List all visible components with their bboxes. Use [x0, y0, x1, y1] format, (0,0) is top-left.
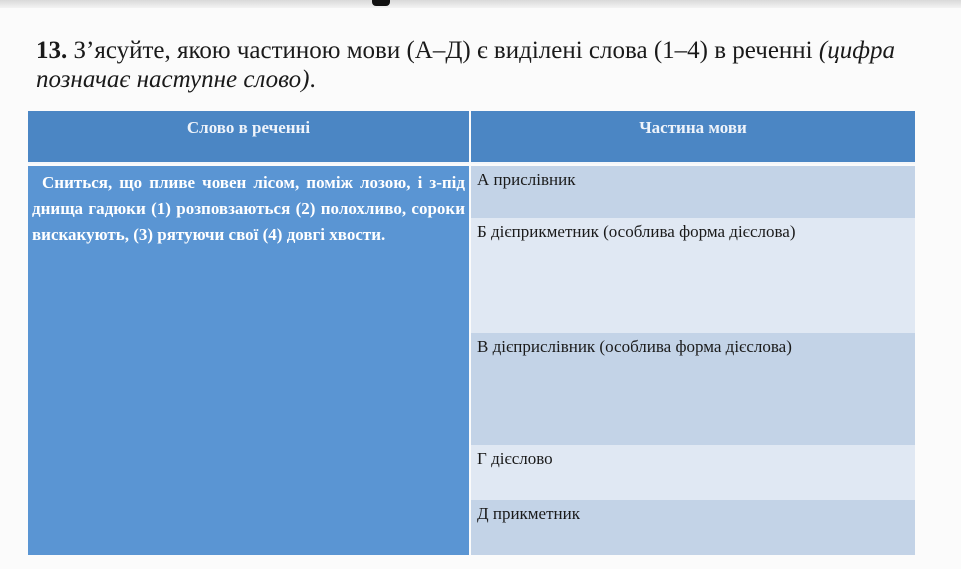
- question-body: З’ясуйте, якою частиною мови (А–Д) є виділені слова (1–4) в реченні: [67, 37, 819, 64]
- question-end: .: [309, 66, 316, 93]
- header-part-of-speech: Частина мови: [471, 111, 915, 164]
- option-b: Б дієприкметник (особлива форма дієслова): [471, 218, 915, 333]
- sentence-cell: Сниться, що пливе човен лісом, поміж лозою, і з-під днища гадюки (1) розповзаються (2) полохливо, сороки вискакують, (3) рятуючи свої (4) довгі хвости.: [28, 166, 469, 555]
- slide-top-mark: [372, 0, 390, 6]
- question-text: [36, 36, 916, 94]
- header-word-in-sentence: Слово в реченні: [28, 111, 469, 164]
- question-number: 13.: [36, 37, 68, 64]
- matching-table: [28, 111, 915, 555]
- option-d: Г дієслово: [471, 445, 915, 500]
- option-c: В дієприслівник (особлива форма дієслова): [471, 333, 915, 445]
- option-e: Д прикметник: [471, 500, 915, 555]
- option-a: А прислівник: [471, 166, 915, 218]
- question-note: (цифра позначає наступне слово): [36, 37, 895, 93]
- slide-top-band: [0, 0, 961, 8]
